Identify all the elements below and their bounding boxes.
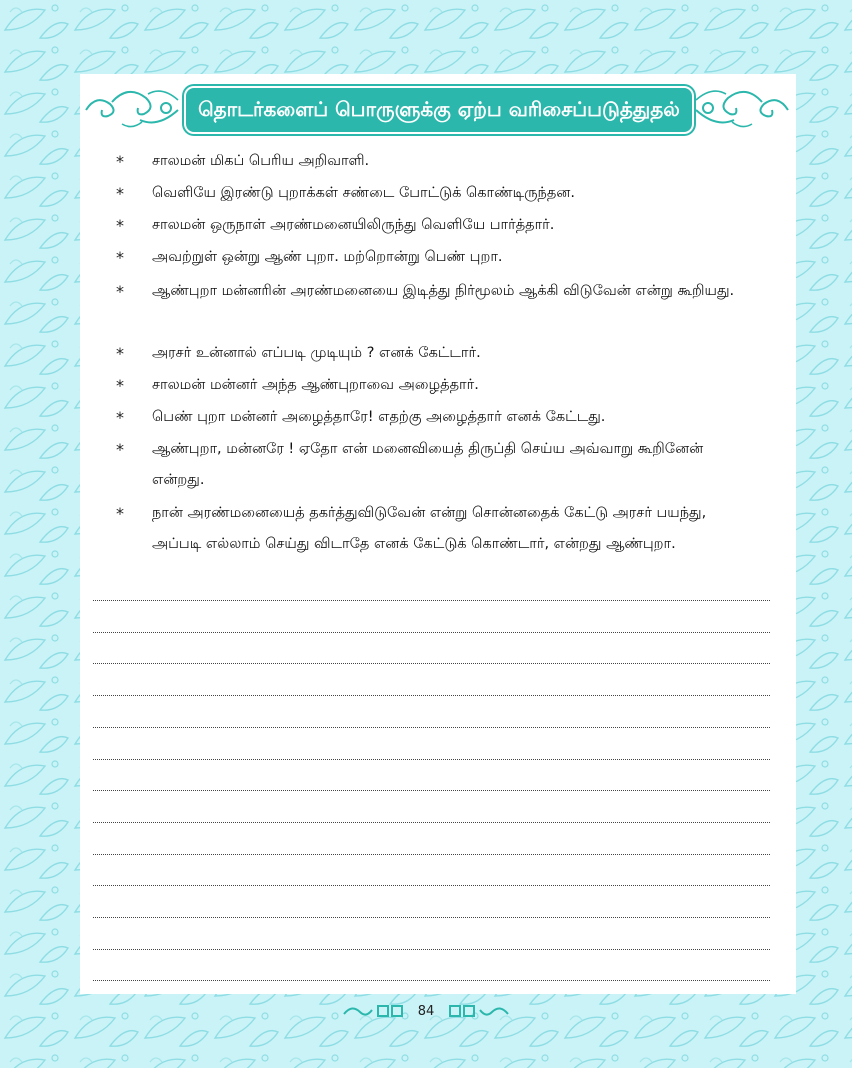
bullet-icon: * <box>116 282 124 301</box>
answer-line <box>93 917 770 918</box>
left-footer-ornament-icon <box>342 1002 408 1020</box>
bullet-icon: * <box>116 408 124 427</box>
bullet-icon: * <box>116 376 124 395</box>
bullet-icon: * <box>116 184 124 203</box>
page-title: தொடர்களைப் பொருளுக்கு ஏற்ப வரிசைப்படுத்துதல் <box>198 96 680 121</box>
list-item <box>116 498 756 560</box>
list-item-text: வெளியே இரண்டு புறாக்கள் சண்டை போட்டுக் கொண்டிருந்தன. <box>152 185 575 201</box>
bullet-icon: * <box>116 440 124 459</box>
bullet-icon: * <box>116 344 124 363</box>
answer-line <box>93 822 770 823</box>
list-item <box>116 370 766 401</box>
bullet-icon: * <box>116 248 124 267</box>
answer-line <box>93 854 770 855</box>
list-item-text: சாலமன் ஒருநாள் அரண்மனையிலிருந்து வெளியே பார்த்தார். <box>152 217 555 233</box>
title-banner <box>184 86 694 134</box>
list-item-text: அவற்றுள் ஒன்று ஆண் புறா. மற்றொன்று பெண் புறா. <box>152 249 503 265</box>
right-flourish-icon <box>692 80 792 136</box>
answer-line <box>93 600 770 601</box>
right-footer-ornament-icon <box>444 1002 510 1020</box>
list-item-text: சாலமன் மிகப் பெரிய அறிவாளி. <box>152 153 370 169</box>
list-item <box>116 210 766 241</box>
list-item <box>116 178 766 209</box>
left-flourish-icon <box>82 80 182 136</box>
list-item <box>116 402 766 433</box>
bullet-icon: * <box>116 152 124 171</box>
list-item-text: சாலமன் மன்னர் அந்த ஆண்புறாவை அழைத்தார். <box>152 377 479 393</box>
answer-line <box>93 695 770 696</box>
bullet-icon: * <box>116 504 124 523</box>
answer-line <box>93 980 770 981</box>
list-item <box>116 276 736 307</box>
answer-line <box>93 885 770 886</box>
answer-line <box>93 632 770 633</box>
answer-line <box>93 663 770 664</box>
list-item <box>116 338 766 369</box>
bullet-icon: * <box>116 216 124 235</box>
page-number: 84 <box>417 1003 435 1019</box>
page-footer <box>0 1000 852 1022</box>
answer-line <box>93 790 770 791</box>
answer-line <box>93 949 770 950</box>
answer-line <box>93 759 770 760</box>
list-item <box>116 242 766 273</box>
list-item-text: ஆண்புறா மன்னரின் அரண்மனையை இடித்து நிர்மூலம் ஆக்கி விடுவேன் என்று கூறியது. <box>152 283 735 299</box>
list-item <box>116 146 766 177</box>
list-item <box>116 434 716 496</box>
answer-line <box>93 727 770 728</box>
list-item-text: நான் அரண்மனையைத் தகர்த்துவிடுவேன் என்று சொன்னதைக் கேட்டு அரசர் பயந்து, அப்படி எல்லாம் செய்து விடாதே எனக் கேட்டுக் கொண்டார், என்றது ஆண்புறா. <box>152 505 707 552</box>
list-item-text: அரசர் உன்னால் எப்படி முடியும் ? எனக் கேட்டார். <box>152 345 481 361</box>
list-item-text: பெண் புறா மன்னர் அழைத்தாரே! எதற்கு அழைத்தார் எனக் கேட்டது. <box>152 409 606 425</box>
list-item-text: ஆண்புறா, மன்னரே ! ஏதோ என் மனைவியைத் திருப்தி செய்ய அவ்வாறு கூறினேன் என்றது. <box>152 441 704 488</box>
